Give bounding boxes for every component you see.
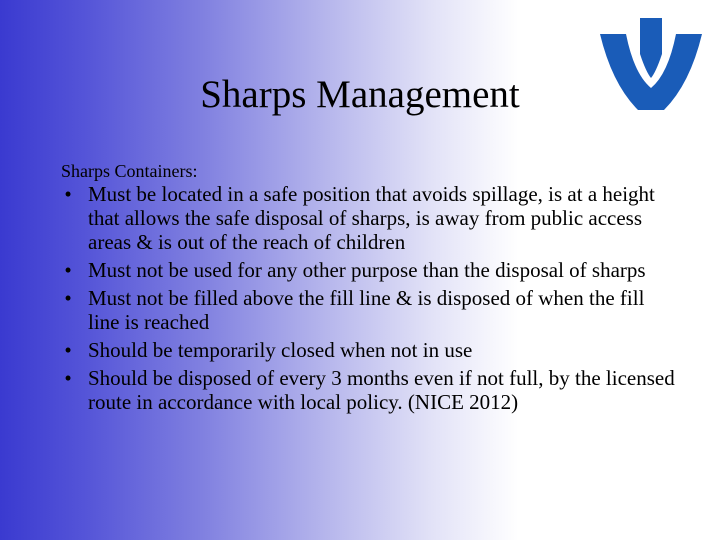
bullet-marker: •: [64, 338, 72, 362]
bullet-list: [56, 182, 676, 418]
bullet-item: [56, 286, 676, 334]
bullet-item: [56, 258, 676, 282]
bullet-text: Must not be used for any other purpose than the disposal of sharps: [88, 258, 646, 282]
bullet-item: [56, 182, 676, 254]
bullet-marker: •: [64, 258, 72, 282]
bullet-text: Must not be filled above the fill line & is disposed of when the fill line is reached: [88, 286, 645, 334]
slide-title: Sharps Management: [200, 73, 520, 116]
bullet-text: Should be disposed of every 3 months even if not full, by the licensed route in accordance with local policy. (NICE 2012): [88, 366, 675, 414]
bullet-marker: •: [64, 182, 72, 206]
slide-subheading: Sharps Containers:: [61, 161, 198, 181]
bullet-item: [56, 366, 676, 414]
bullet-text: Must be located in a safe position that avoids spillage, is at a height that allows the safe disposal of sharps, is away from public access areas & is out of the reach of children: [88, 182, 655, 254]
bullet-marker: •: [64, 286, 72, 310]
bullet-item: [56, 338, 676, 362]
bullet-marker: •: [64, 366, 72, 390]
bullet-text: Should be temporarily closed when not in use: [88, 338, 473, 362]
